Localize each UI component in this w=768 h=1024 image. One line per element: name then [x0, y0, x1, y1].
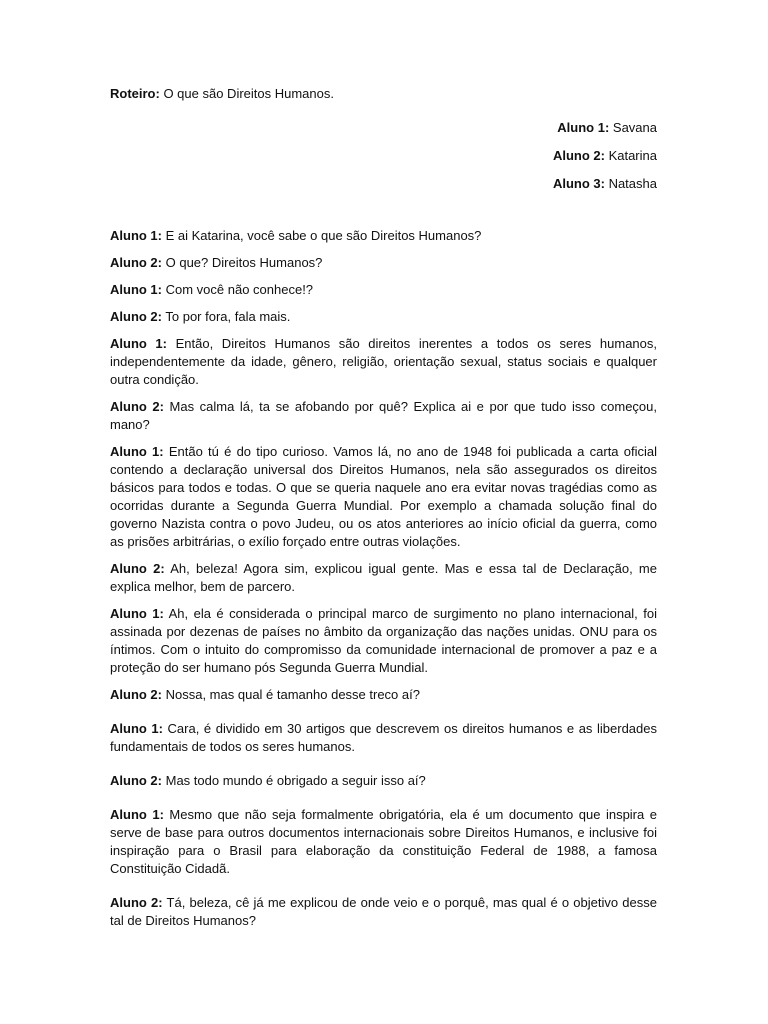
cast-item: [110, 119, 657, 137]
speaker-label: Aluno 2:: [110, 773, 162, 788]
line-text: E ai Katarina, você sabe o que são Direitos Humanos?: [162, 228, 482, 243]
dialogue-line: [110, 894, 657, 930]
line-text: Com você não conhece!?: [162, 282, 314, 297]
speaker-label: Aluno 1:: [110, 282, 162, 297]
speaker-label: Aluno 1:: [110, 721, 163, 736]
cast-label: Aluno 1:: [557, 120, 610, 135]
speaker-label: Aluno 1:: [110, 336, 167, 351]
line-text: O que? Direitos Humanos?: [162, 255, 323, 270]
line-text: To por fora, fala mais.: [162, 309, 291, 324]
dialogue-line: [110, 335, 657, 389]
document-title: [110, 85, 657, 103]
cast-name: Natasha: [604, 176, 657, 191]
speaker-label: Aluno 1:: [110, 606, 164, 621]
dialogue-line: [110, 560, 657, 596]
speaker-label: Aluno 2:: [110, 399, 164, 414]
dialogue-line: [110, 254, 657, 272]
dialogue-line: [110, 281, 657, 299]
speaker-label: Aluno 2:: [110, 895, 163, 910]
document-content: [110, 85, 657, 939]
line-text: Cara, é dividido em 30 artigos que descrevem os direitos humanos e as liberdades fundamentais de todos os seres humanos.: [110, 721, 657, 754]
cast-name: Katarina: [604, 148, 657, 163]
line-text: Ah, ela é considerada o principal marco de surgimento no plano internacional, foi assinada por dezenas de países no âmbito da organização das nações unidas. ONU para os íntimos. Com o intuito do compromisso da comunidade internacional de promover a paz e a proteção do ser humano pós Segunda Guerra Mundial.: [110, 606, 657, 675]
cast-name: Savana: [609, 120, 657, 135]
line-text: Então, Direitos Humanos são direitos inerentes a todos os seres humanos, independentemente da idade, gênero, religião, orientação sexual, status sociais e qualquer outra condição.: [110, 336, 657, 387]
dialogue-line: [110, 720, 657, 756]
dialogue-line: [110, 443, 657, 551]
line-text: Então tú é do tipo curioso. Vamos lá, no ano de 1948 foi publicada a carta oficial contendo a declaração universal dos Direitos Humanos, nela são assegurados os direitos básicos para todos e todas. O que se queria naquele ano era evitar novas tragédias como as ocorridas durante a Segunda Guerra Mundial. Por exemplo a chamada solução final do governo Nazista contra o povo Judeu, ou os atos anteriores ao início oficial da guerra, como as prisões arbitrárias, o exílio forçado entre outras violações.: [110, 444, 657, 549]
line-text: Mas todo mundo é obrigado a seguir isso aí?: [162, 773, 426, 788]
dialogue-line: [110, 772, 657, 790]
speaker-label: Aluno 2:: [110, 255, 162, 270]
speaker-label: Aluno 2:: [110, 309, 162, 324]
dialogue-line: [110, 227, 657, 245]
cast-list: [110, 119, 657, 193]
dialogue-line: [110, 806, 657, 878]
line-text: Mesmo que não seja formalmente obrigatória, ela é um documento que inspira e serve de base para outros documentos internacionais sobre Direitos Humanos, e inclusive foi inspiração para o Brasil para elaboração da constituição Federal de 1988, a famosa Constituição Cidadã.: [110, 807, 657, 876]
cast-label: Aluno 2:: [552, 148, 605, 163]
section-spacer: [110, 203, 657, 227]
title-label: Roteiro:: [110, 86, 160, 101]
cast-item: [110, 175, 657, 193]
dialogue: [110, 227, 657, 930]
speaker-label: Aluno 1:: [110, 228, 162, 243]
line-text: Nossa, mas qual é tamanho desse treco aí?: [162, 687, 420, 702]
speaker-label: Aluno 1:: [110, 807, 164, 822]
line-text: Ah, beleza! Agora sim, explicou igual gente. Mas e essa tal de Declaração, me explica melhor, bem de parcero.: [110, 561, 657, 594]
speaker-label: Aluno 1:: [110, 444, 164, 459]
dialogue-line: [110, 308, 657, 326]
dialogue-line: [110, 398, 657, 434]
speaker-label: Aluno 2:: [110, 561, 165, 576]
title-text: O que são Direitos Humanos.: [159, 86, 334, 101]
dialogue-line: [110, 605, 657, 677]
speaker-label: Aluno 2:: [110, 687, 162, 702]
cast-label: Aluno 3:: [552, 176, 605, 191]
line-text: Mas calma lá, ta se afobando por quê? Explica ai e por que tudo isso começou, mano?: [110, 399, 657, 432]
dialogue-line: [110, 686, 657, 704]
line-text: Tá, beleza, cê já me explicou de onde veio e o porquê, mas qual é o objetivo desse tal de Direitos Humanos?: [110, 895, 657, 928]
cast-item: [110, 147, 657, 165]
